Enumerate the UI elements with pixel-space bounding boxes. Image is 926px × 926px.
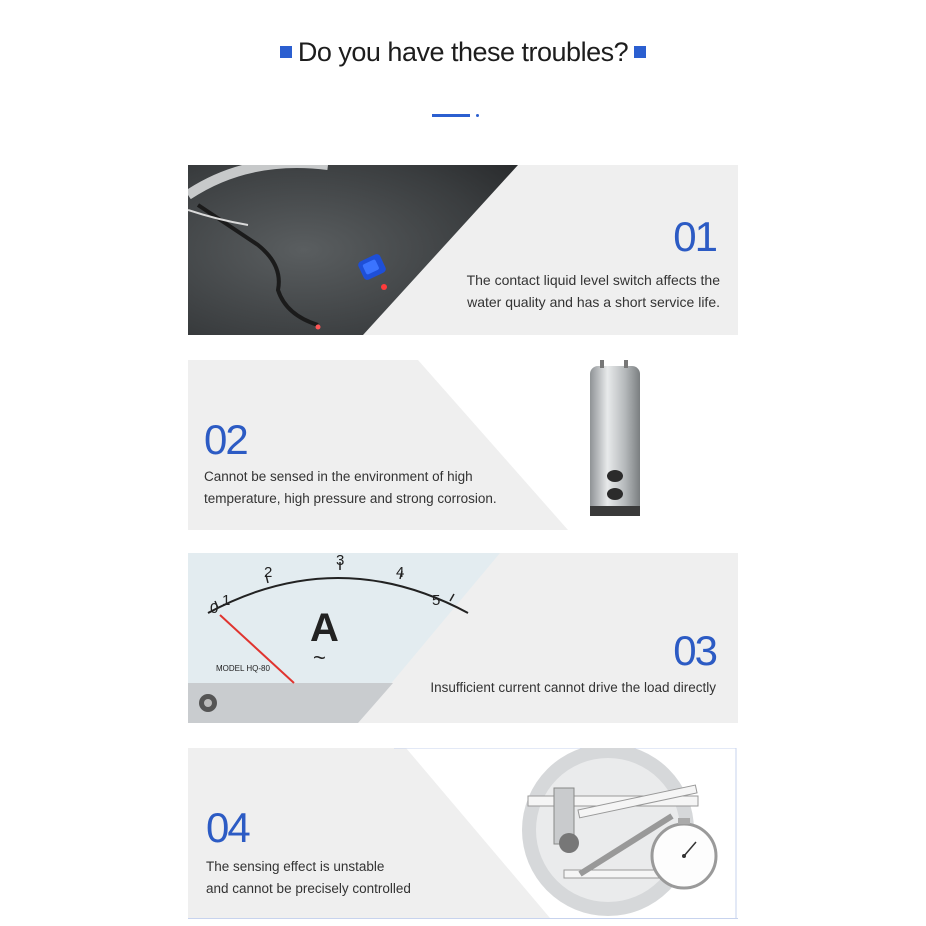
ammeter-scale-label: 0 [210,600,219,617]
trouble-description-line: and cannot be precisely controlled [206,881,411,896]
trouble-card-04 [188,748,738,919]
trouble-description [430,677,716,699]
section-heading [0,30,926,74]
svg-text:~: ~ [313,645,326,670]
heading-square-left [280,46,292,58]
trouble-description-line: The contact liquid level switch affects the [466,272,720,288]
trouble-description-line: Cannot be sensed in the environment of high [204,469,473,484]
ammeter-scale-label: 3 [336,553,345,569]
trouble-number: 02 [204,416,247,463]
trouble-card-03 [188,553,738,723]
trouble-number: 01 [673,213,716,260]
title-underline [432,114,470,117]
section-title: Do you have these troubles? [297,36,629,67]
trouble-description-line: temperature, high pressure and strong corrosion. [204,491,497,506]
ammeter-unit: A [310,606,339,650]
trouble-description-line: The sensing effect is unstable [206,859,385,874]
trouble-number: 03 [673,627,716,674]
trouble-card-02 [188,360,738,530]
ammeter-scale-label: 4 [396,564,405,581]
ammeter-scale-label: 5 [432,592,441,609]
trouble-description-line: Insufficient current cannot drive the load directly [430,680,716,695]
title-underline-dot [476,114,479,117]
ammeter-scale-label: 2 [264,564,273,581]
trouble-description-line: water quality and has a short service life. [467,294,720,310]
trouble-description [206,856,411,900]
trouble-card-01 [188,165,738,335]
ammeter-model: MODEL HQ-80 [216,664,270,673]
heading-square-right [634,46,646,58]
trouble-description [467,269,720,313]
ammeter-scale-label: 1 [222,592,231,609]
trouble-description [204,466,497,510]
trouble-number: 04 [206,804,249,851]
